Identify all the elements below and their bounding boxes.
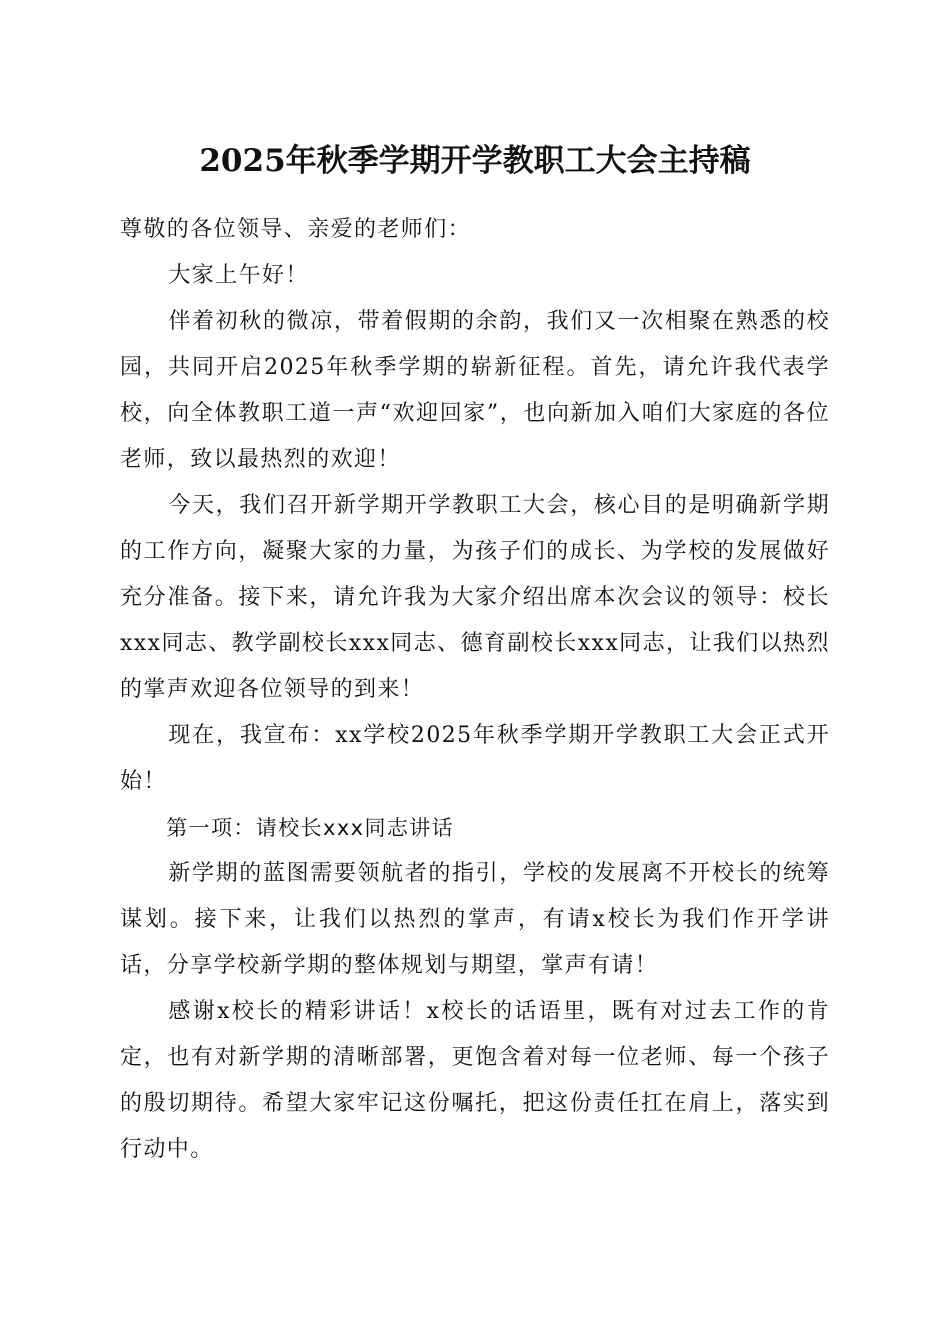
- introduction-paragraph: 今天，我们召开新学期开学教职工大会，核心目的是明确新学期的工作方向，凝聚大家的力量，为孩子们的成长、为学校的发展做好充分准备。接下来，请允许我为大家介绍出席本次会议的领导：校长xxx同志、教学副校长xxx同志、德育副校长xxx同志，让我们以热烈的掌声欢迎各位领导的到来！: [120, 493, 830, 702]
- document-title: 2025年秋季学期开学教职工大会主持稿: [199, 143, 751, 179]
- announcement-paragraph: 现在，我宣布：xx学校2025年秋季学期开学教职工大会正式开始！: [120, 723, 830, 794]
- section-heading: 第一项：请校长xxx同志讲话: [166, 816, 455, 840]
- greeting-paragraph: 大家上午好！: [168, 263, 309, 288]
- section-paragraph-1: 新学期的蓝图需要领航者的指引，学校的发展离不开校长的统筹谋划。接下来，让我们以热烈的掌声，有请x校长为我们作开学讲话，分享学校新学期的整体规划与期望，掌声有请！: [120, 861, 830, 978]
- section-paragraph-2: 感谢x校长的精彩讲话！x校长的话语里，既有对过去工作的肯定，也有对新学期的清晰部署，更饱含着对每一位老师、每一个孩子的殷切期待。希望大家牢记这份嘱托，把这份责任扛在肩上，落实到行动中。: [120, 999, 830, 1162]
- document-body: [120, 207, 830, 1173]
- document-page: [120, 0, 830, 1344]
- salutation: 尊敬的各位领导、亲爱的老师们：: [120, 217, 472, 242]
- opening-paragraph: 伴着初秋的微凉，带着假期的余韵，我们又一次相聚在熟悉的校园，共同开启2025年秋季学期的崭新征程。首先，请允许我代表学校，向全体教职工道一声“欢迎回家”，也向新加入咱们大家庭的各位老师，致以最热烈的欢迎！: [120, 309, 830, 472]
